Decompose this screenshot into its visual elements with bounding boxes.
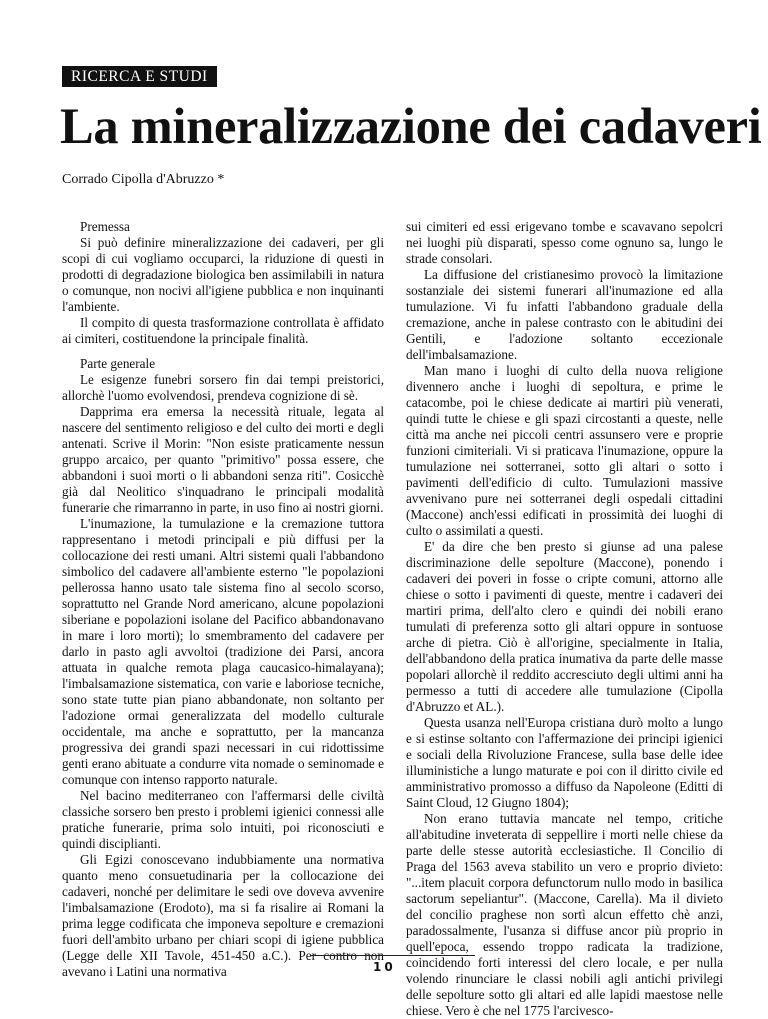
paragraph: Man mano i luoghi di culto della nuova religione divennero anche i luoghi di sepoltura, e prime le catacombe, poi le chiese dedicate ai martiri più venerati, quindi tutte le chiese e gli spazi circostanti a queste, nelle città ma anche nei piccoli centri assunsero vere e proprie funzioni cimiteriali. Vi si praticava l'inumazione, oppure la tumulazione nei sotterranei, sotto gli altari o sotto i pavimenti dell'edificio di culto. Tumulazioni massive avvenivano pure nei sotterranei degli ospedali cittadini (Maccone) anch'essi edificati in prossimità dei luoghi di culto o assimilati a questi. (406, 363, 723, 538)
paragraph: Nel bacino mediterraneo con l'affermarsi delle civiltà classiche sorsero ben presto i problemi igienici connessi alle pratiche funerarie, prima solo intuiti, poi riconosciuti e quindi disciplianti. (62, 788, 384, 851)
author-byline: Corrado Cipolla d'Abruzzo * (62, 172, 225, 187)
heading-parte-generale: Parte generale (80, 356, 156, 371)
right-column (406, 219, 723, 1019)
paragraph: Si può definire mineralizzazione dei cadaveri, per gli scopi di cui vogliamo occuparci, la riduzione di questi in prodotti di degradazione biologica ben assimilabili in natura o comunque, non nocivi all'igiene pubblica e non inquinanti l'ambiente. (62, 235, 384, 314)
paragraph: L'inumazione, la tumulazione e la cremazione tuttora rappresentano i metodi principali e più diffusi per la collocazione dei resti umani. Altri sistemi quali l'abbandono simbolico del cadavere all'ambiente esterno "le popolazioni pellerossa hanno usato tale sistema fino al secolo scorso, soprattutto nel Grande Nord americano, alcune popolazioni siberiane e popolazioni isolane del Pacifico abbandonavano in mare i loro morti); lo smembramento del cadavere per darlo in pasto agli avvoltoi (tradizione dei Parsi, ancora attuata in qualche remota plaga caucasico-himalayana); l'imbalsamazione sistematica, con varie e laboriose tecniche, sono state tutte pian piano abbandonate, non soltanto per l'adozione ormai generalizzata del modello culturale occidentale, ma anche e soprattutto, per la mancanza progressiva dei grandi spazi necessari in cui ridottissime genti erano abituate a condurre vita nomade o seminomade e comunque con intenso rapporto naturale. (62, 516, 384, 787)
left-column (62, 219, 384, 980)
paragraph: Dapprima era emersa la necessità rituale, legata al nascere del sentimento religioso e del culto dei morti e degli antenati. Scrive il Morin: "Non esiste praticamente nessun gruppo arcaico, per quanto "primitivo" possa essere, che abbandoni i suoi morti o li abbandoni senza riti". Cosicchè già dal Neolitico s'inquadrano le principali modalità funerarie che rimarranno in parte, in uso fino ai nostri giorni. (62, 404, 384, 515)
paragraph: La diffusione del cristianesimo provocò la limitazione sostanziale dei sistemi funerari all'inumazione ed alla tumulazione. Vi fu infatti l'abbandono graduale della cremazione, anche in palese contrasto con le abitudini dei Gentili, e l'adozione soltanto eccezionale dell'imbalsamazione. (406, 267, 723, 362)
article-title: La mineralizzazione dei cadaveri (60, 98, 762, 154)
paragraph: Le esigenze funebri sorsero fin dai tempi preistorici, allorchè l'uomo evolvendosi, prendeva cognizione di sè. (62, 372, 384, 403)
footer-rule (310, 955, 475, 956)
paragraph: Questa usanza nell'Europa cristiana durò molto a lungo e si estinse soltanto con l'affermazione dei principi igienici e sociali della Rivoluzione Francese, sulla base delle idee illuministiche a lungo maturate e poi con il diritto civile ed amministrativo promosso a diffuso da Napoleone (Editti di Saint Cloud, 12 Giugno 1804); (406, 715, 723, 810)
page-number: 10 (373, 960, 396, 974)
section-tag: RICERCA E STUDI (62, 66, 217, 87)
paragraph: Il compito di questa trasformazione controllata è affidato ai cimiteri, costituendone la principale finalità. (62, 315, 384, 346)
paragraph: Non erano tuttavia mancate nel tempo, critiche all'abitudine inveterata di seppellire i morti nelle chiese da parte delle stesse autorità ecclesiastiche. Il Concilio di Praga del 1563 aveva stabilito un vero e proprio divieto: "...item placuit corpora defunctorum nullo modo in basilica sactorum sepeliantur". (Maccone, Carella). Ma il divieto del concilio praghese non sortì alcun effetto chè anzi, paradossalmente, l'usanza si diffuse ancor più proprio in quell'epoca, essendo troppo radicata la tradizione, coincidendo forti interessi del clero locale, e per nulla volendo rinunciare le classi nobili agli antichi privilegi delle sepolture sotto gli altari ed alle lapidi maestose nelle chiese. Vero è che nel 1775 l'arcivesco- (406, 811, 723, 1018)
paragraph: sui cimiteri ed essi erigevano tombe e scavavano sepolcri nei luoghi più disparati, spesso come ognuno sa, lungo le strade consolari. (406, 219, 723, 266)
paragraph: E' da dire che ben presto si giunse ad una palese discriminazione delle sepolture (Maccone), ponendo i cadaveri dei poveri in fosse o cripte comuni, attorno alle chiese o sotto i pavimenti di queste, mentre i cadaveri dei martiri prima, dell'alto clero e quindi dei nobili erano tumulati di preferenza sotto gli altari oppure in sontuose arche di pietra. Ciò è all'origine, specialmente in Italia, dell'abbandono della pratica inumativa da parte delle masse popolari allorchè il reddito accresciuto degli ultimi anni ha permesso a tutti di accedere alle tumulazione (Cipolla d'Abruzzo et AL.). (406, 539, 723, 714)
paragraph: Gli Egizi conoscevano indubbiamente una normativa quanto meno consuetudinaria per la collocazione dei cadaveri, nonché per delimitare le sedi ove doveva avvenire l'imbalsamazione (Erodoto), ma si fa risalire ai Romani la prima legge codificata che imponeva sepolture e cremazioni fuori dell'ambito urbano per chiari scopi di igiene pubblica (Legge delle XII Tavole, 451-450 a.C.). Per contro non avevano i Latini una normativa (62, 852, 384, 979)
heading-premessa: Premessa (80, 219, 130, 234)
